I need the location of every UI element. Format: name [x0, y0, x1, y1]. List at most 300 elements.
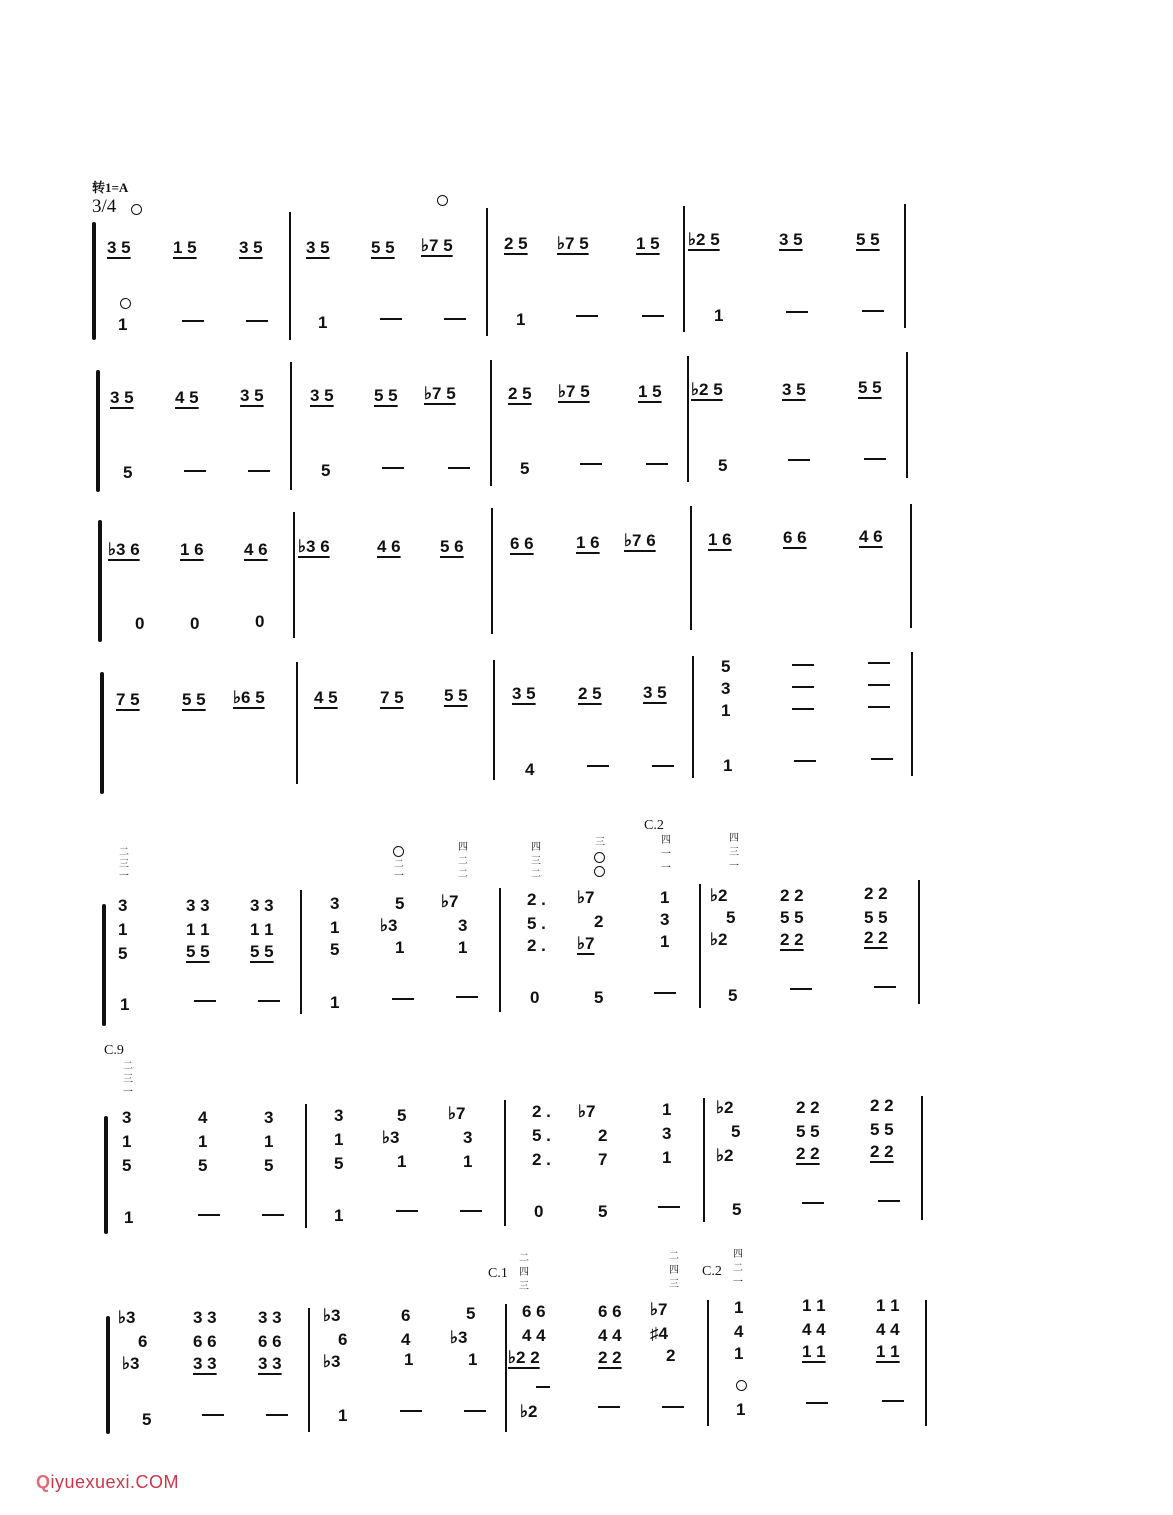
chord-mid: 1: [330, 918, 340, 937]
bass-note: 5: [732, 1200, 742, 1219]
barline: [493, 660, 495, 780]
bass-note: 1: [120, 995, 130, 1014]
string-mark: 三: [669, 1279, 679, 1290]
barline: [707, 1300, 709, 1426]
chord-bottom: 2 2: [780, 930, 804, 949]
chord-bottom: ♭2 2: [508, 1348, 540, 1367]
upper-note: 5 6: [440, 537, 464, 556]
barline: [296, 662, 298, 784]
barline: [289, 212, 291, 340]
bass-note: 5: [321, 461, 331, 480]
chord-mid: 6: [138, 1332, 148, 1351]
sustain-dash: [448, 467, 470, 469]
rest: 0: [190, 614, 200, 633]
upper-note: 3 5: [643, 683, 667, 702]
chord-mid: 3: [660, 910, 670, 929]
chord-top: 3: [118, 896, 128, 915]
chord-top: 3 3: [250, 896, 274, 915]
barline: [687, 356, 689, 482]
chord-top: ♭3: [323, 1306, 341, 1325]
chord-bottom: 7: [598, 1150, 608, 1169]
chord-bottom: 1: [734, 1344, 744, 1363]
sustain-dash: [864, 458, 886, 460]
bass-note: ♭2: [520, 1402, 538, 1421]
sustain-dash: [266, 1414, 288, 1416]
string-mark: 一: [394, 871, 404, 882]
chord-top: 3: [330, 894, 340, 913]
string-mark: 二: [123, 1061, 133, 1072]
sustain-dash: [194, 1000, 216, 1002]
chord-mid: 1: [118, 920, 128, 939]
chord-top: 1 1: [876, 1296, 900, 1315]
string-mark: 四: [733, 1249, 743, 1260]
chord-bottom: 1: [397, 1152, 407, 1171]
chord-top: 1 1: [802, 1296, 826, 1315]
sustain-dash: [464, 1410, 486, 1412]
sustain-dash: [868, 706, 890, 708]
sustain-dash: [400, 1410, 422, 1412]
chord-mid: 4: [401, 1330, 411, 1349]
chord-mid: 1 1: [186, 920, 210, 939]
upper-note: 1 6: [576, 533, 600, 552]
chord-bottom: ♭2: [710, 930, 728, 949]
chord-note: 1: [721, 701, 731, 720]
chord-top: 6: [401, 1306, 411, 1325]
upper-note: 2 5: [504, 234, 528, 253]
chord-bottom: 5: [118, 944, 128, 963]
chord-bottom: 2 .: [532, 1150, 551, 1169]
upper-note: ♭2 5: [688, 230, 720, 249]
chord-top: ♭7: [650, 1300, 668, 1319]
chord-mid: 5: [731, 1122, 741, 1141]
chord-bottom: 2 2: [796, 1144, 820, 1163]
bass-note: 1: [516, 310, 526, 329]
harmonic-circle: [594, 852, 605, 863]
chord-top: 6 6: [598, 1302, 622, 1321]
sustain-dash: [392, 998, 414, 1000]
position-mark: C.1: [488, 1266, 508, 1281]
chord-top: 5: [466, 1304, 476, 1323]
upper-note: 7 5: [380, 688, 404, 707]
barline: [921, 1096, 923, 1220]
chord-bottom: ♭2: [716, 1146, 734, 1165]
barline: [305, 1104, 307, 1228]
sustain-dash: [871, 758, 893, 760]
upper-note: ♭6 5: [233, 688, 265, 707]
string-mark: 一: [123, 1087, 133, 1098]
string-mark: 三: [123, 1074, 133, 1085]
bass-note: 1: [338, 1406, 348, 1425]
chord-top: 2 .: [527, 890, 546, 909]
chord-top: 4: [198, 1108, 208, 1127]
chord-top: 3 3: [193, 1308, 217, 1327]
upper-note: 3 5: [779, 230, 803, 249]
sustain-dash: [806, 1402, 828, 1404]
system-brace: [106, 1316, 110, 1434]
string-mark: 二: [458, 869, 468, 880]
upper-note: 1 6: [708, 530, 732, 549]
upper-note: 4 6: [859, 527, 883, 546]
chord-bottom: 3 3: [258, 1354, 282, 1373]
chord-bottom: 5: [198, 1156, 208, 1175]
chord-top: 2 2: [796, 1098, 820, 1117]
sustain-dash: [382, 467, 404, 469]
upper-note: 3 5: [240, 386, 264, 405]
chord-mid: 5 5: [796, 1122, 820, 1141]
sustain-dash: [198, 1214, 220, 1216]
chord-bottom: 5: [122, 1156, 132, 1175]
string-mark: 一: [733, 1277, 743, 1288]
chord-top: 2 2: [780, 886, 804, 905]
rest: 0: [530, 988, 540, 1007]
bass-note: 4: [525, 760, 535, 779]
upper-note: ♭3 6: [108, 540, 140, 559]
barline: [703, 1098, 705, 1222]
sustain-dash: [662, 1406, 684, 1408]
sustain-dash: [882, 1400, 904, 1402]
sustain-dash: [652, 765, 674, 767]
barline: [499, 888, 501, 1012]
chord-mid: 4 4: [598, 1326, 622, 1345]
string-mark: 四: [729, 833, 739, 844]
rest: 0: [534, 1202, 544, 1221]
sustain-dash: [248, 470, 270, 472]
chord-top: 5: [397, 1106, 407, 1125]
barline: [918, 880, 920, 1004]
chord-bottom: 1: [458, 938, 468, 957]
sustain-dash: [786, 311, 808, 313]
upper-note: 3 5: [512, 684, 536, 703]
watermark: [36, 1472, 179, 1493]
chord-top: 2 .: [532, 1102, 551, 1121]
harmonic-circle: [437, 195, 448, 206]
upper-note: 3 5: [239, 238, 263, 257]
sustain-dash: [460, 1210, 482, 1212]
sustain-dash: [576, 315, 598, 317]
chord-mid: ♯4: [650, 1324, 668, 1343]
system-brace: [92, 222, 96, 340]
chord-mid: 5 .: [532, 1126, 551, 1145]
system-brace: [96, 370, 100, 492]
upper-note: 5 5: [182, 690, 206, 709]
watermark-logo: Q: [36, 1472, 51, 1492]
chord-mid: 5 5: [870, 1120, 894, 1139]
chord-bottom: 2 2: [870, 1142, 894, 1161]
upper-note: 5 5: [444, 686, 468, 705]
chord-mid: 3: [662, 1124, 672, 1143]
bass-note: 5: [594, 988, 604, 1007]
position-mark: C.2: [702, 1264, 722, 1279]
upper-note: 6 6: [783, 528, 807, 547]
sustain-dash: [396, 1210, 418, 1212]
barline: [692, 656, 694, 778]
upper-note: 1 5: [636, 234, 660, 253]
string-mark: 三: [119, 859, 129, 870]
sustain-dash: [802, 1202, 824, 1204]
chord-top: 3 3: [186, 896, 210, 915]
position-mark: C.2: [644, 818, 664, 833]
tie-mark: [536, 1386, 550, 1388]
sustain-dash: [598, 1406, 620, 1408]
key-signature: 转1=A: [92, 180, 129, 195]
barline: [683, 206, 685, 332]
sustain-dash: [262, 1214, 284, 1216]
bass-note: 1: [124, 1208, 134, 1227]
bass-note: 1: [118, 315, 128, 334]
barline: [699, 884, 701, 1008]
chord-mid: 6 6: [193, 1332, 217, 1351]
chord-mid: 2: [594, 912, 604, 931]
system-brace: [104, 1116, 108, 1234]
string-mark: 二: [394, 859, 404, 870]
barline: [308, 1308, 310, 1432]
chord-bottom: 2 .: [527, 936, 546, 955]
barline: [505, 1304, 507, 1432]
chord-bottom: 1 1: [876, 1342, 900, 1361]
upper-note: ♭7 5: [424, 384, 456, 403]
chord-top: 3: [122, 1108, 132, 1127]
harmonic-circle: [393, 846, 404, 857]
upper-note: 5 5: [858, 378, 882, 397]
chord-mid: 3: [458, 916, 468, 935]
watermark-text: iyuexuexi.COM: [50, 1472, 180, 1492]
sustain-dash: [868, 684, 890, 686]
chord-top: ♭7: [441, 892, 459, 911]
chord-mid: 1: [198, 1132, 208, 1151]
chord-mid: 4 4: [522, 1326, 546, 1345]
barline: [486, 208, 488, 336]
chord-bottom: 1: [395, 938, 405, 957]
bass-note: 1: [723, 756, 733, 775]
barline: [504, 1100, 506, 1226]
sustain-dash: [878, 1200, 900, 1202]
upper-note: ♭7 5: [557, 234, 589, 253]
chord-mid: 6: [338, 1330, 348, 1349]
chord-top: 3: [334, 1106, 344, 1125]
barline: [906, 352, 908, 478]
chord-top: ♭7: [578, 1102, 596, 1121]
upper-note: 5 5: [856, 230, 880, 249]
upper-note: 1 6: [180, 540, 204, 559]
sustain-dash: [246, 320, 268, 322]
sustain-dash: [868, 662, 890, 664]
barline: [904, 204, 906, 328]
string-mark: 一: [661, 849, 671, 860]
chord-bottom: 2 2: [598, 1348, 622, 1367]
sustain-dash: [654, 992, 676, 994]
bass-note: 5: [718, 456, 728, 475]
upper-note: 7 5: [116, 690, 140, 709]
bass-note: 1: [318, 313, 328, 332]
harmonic-circle: [736, 1380, 747, 1391]
upper-note: 4 6: [377, 537, 401, 556]
string-mark: 四: [519, 1267, 529, 1278]
upper-note: ♭7 5: [421, 236, 453, 255]
chord-top: 3: [264, 1108, 274, 1127]
upper-note: 4 5: [175, 388, 199, 407]
sustain-dash: [184, 470, 206, 472]
position-mark: C.9: [104, 1043, 124, 1058]
sustain-dash: [646, 463, 668, 465]
barline: [911, 652, 913, 776]
upper-note: 3 5: [782, 380, 806, 399]
chord-mid: 5: [726, 908, 736, 927]
barline: [910, 504, 912, 628]
upper-note: 3 5: [110, 388, 134, 407]
chord-mid: 4: [734, 1322, 744, 1341]
string-mark: 三: [729, 847, 739, 858]
string-mark: 三: [595, 837, 605, 848]
string-mark: 二: [733, 1263, 743, 1274]
chord-mid: 3: [463, 1128, 473, 1147]
bass-note: 1: [714, 306, 724, 325]
upper-note: ♭7 5: [558, 382, 590, 401]
sustain-dash: [658, 1206, 680, 1208]
barline: [290, 362, 292, 490]
chord-mid: 2: [598, 1126, 608, 1145]
chord-note: 5: [721, 657, 731, 676]
upper-note: 3 5: [107, 238, 131, 257]
chord-bottom: 5: [264, 1156, 274, 1175]
sustain-dash: [642, 315, 664, 317]
upper-note: 1 5: [173, 238, 197, 257]
barline: [491, 508, 493, 634]
chord-bottom: 1: [662, 1148, 672, 1167]
chord-bottom: ♭3: [122, 1354, 140, 1373]
chord-mid: 5 5: [864, 908, 888, 927]
chord-top: 1: [734, 1298, 744, 1317]
chord-top: ♭2: [710, 886, 728, 905]
chord-mid: 5 5: [780, 908, 804, 927]
upper-note: 6 6: [510, 534, 534, 553]
bass-note: 1: [334, 1206, 344, 1225]
upper-note: 2 5: [578, 684, 602, 703]
chord-mid: ♭3: [450, 1328, 468, 1347]
chord-bottom: 5 5: [186, 942, 210, 961]
bass-note: 5: [598, 1202, 608, 1221]
chord-bottom: 1 1: [802, 1342, 826, 1361]
string-mark: 二: [458, 856, 468, 867]
sustain-dash: [456, 996, 478, 998]
sustain-dash: [444, 318, 466, 320]
sustain-dash: [792, 664, 814, 666]
string-mark: 四: [458, 842, 468, 853]
string-mark: 一: [119, 871, 129, 882]
chord-top: 2 2: [870, 1096, 894, 1115]
upper-note: 5 5: [374, 386, 398, 405]
time-signature: 3/4: [92, 196, 117, 217]
bass-note: 5: [728, 986, 738, 1005]
sustain-dash: [794, 760, 816, 762]
string-mark: 四: [669, 1265, 679, 1276]
bass-note: 5: [142, 1410, 152, 1429]
chord-bottom: 5: [330, 940, 340, 959]
sustain-dash: [580, 463, 602, 465]
chord-mid: 4 4: [802, 1320, 826, 1339]
barline: [293, 512, 295, 638]
chord-mid: 1 1: [250, 920, 274, 939]
chord-mid: 1: [122, 1132, 132, 1151]
system-brace: [100, 672, 104, 794]
upper-note: 3 5: [310, 386, 334, 405]
chord-mid: 6 6: [258, 1332, 282, 1351]
chord-bottom: 2 2: [864, 928, 888, 947]
string-mark: 三: [519, 1281, 529, 1292]
chord-bottom: 5: [334, 1154, 344, 1173]
chord-bottom: 5 5: [250, 942, 274, 961]
barline: [925, 1300, 927, 1426]
chord-top: 1: [660, 888, 670, 907]
chord-bottom: 1: [468, 1350, 478, 1369]
chord-top: 3 3: [258, 1308, 282, 1327]
upper-note: 2 5: [508, 384, 532, 403]
barline: [300, 890, 302, 1014]
string-mark: 二: [531, 869, 541, 880]
string-mark: 二: [519, 1253, 529, 1264]
bass-note: 5: [520, 459, 530, 478]
rest: 0: [255, 612, 265, 631]
sustain-dash: [202, 1414, 224, 1416]
chord-mid: 1: [264, 1132, 274, 1151]
system-brace: [102, 904, 106, 1026]
chord-bottom: 2: [666, 1346, 676, 1365]
string-mark: 四: [531, 842, 541, 853]
harmonic-circle: [131, 204, 142, 215]
chord-bottom: 1: [660, 932, 670, 951]
rest: 0: [135, 614, 145, 633]
string-mark: 四: [661, 835, 671, 846]
chord-top: ♭7: [577, 888, 595, 907]
chord-mid: 4 4: [876, 1320, 900, 1339]
string-mark: 一: [729, 861, 739, 872]
bass-note: 1: [330, 993, 340, 1012]
string-mark: 一: [661, 863, 671, 874]
chord-top: ♭2: [716, 1098, 734, 1117]
sustain-dash: [790, 988, 812, 990]
string-mark: 三: [531, 856, 541, 867]
chord-top: 6 6: [522, 1302, 546, 1321]
chord-bottom: ♭7: [577, 934, 595, 953]
bass-note: 1: [736, 1400, 746, 1419]
chord-bottom: 1: [463, 1152, 473, 1171]
harmonic-circle: [120, 298, 131, 309]
system-brace: [98, 520, 102, 642]
upper-note: 4 6: [244, 540, 268, 559]
chord-bottom: 1: [404, 1350, 414, 1369]
upper-note: 3 5: [306, 238, 330, 257]
chord-note: 3: [721, 679, 731, 698]
harmonic-circle: [594, 866, 605, 877]
sustain-dash: [792, 686, 814, 688]
sustain-dash: [862, 310, 884, 312]
sustain-dash: [874, 986, 896, 988]
chord-mid: ♭3: [380, 916, 398, 935]
upper-note: ♭7 6: [624, 531, 656, 550]
chord-mid: 1: [334, 1130, 344, 1149]
upper-note: 1 5: [638, 382, 662, 401]
sustain-dash: [587, 765, 609, 767]
chord-top: 5: [395, 894, 405, 913]
chord-top: 1: [662, 1100, 672, 1119]
string-mark: 二: [119, 847, 129, 858]
chord-top: ♭7: [448, 1104, 466, 1123]
chord-mid: ♭3: [382, 1128, 400, 1147]
sustain-dash: [792, 708, 814, 710]
upper-note: 4 5: [314, 688, 338, 707]
sustain-dash: [380, 318, 402, 320]
chord-top: 2 2: [864, 884, 888, 903]
chord-bottom: 3 3: [193, 1354, 217, 1373]
